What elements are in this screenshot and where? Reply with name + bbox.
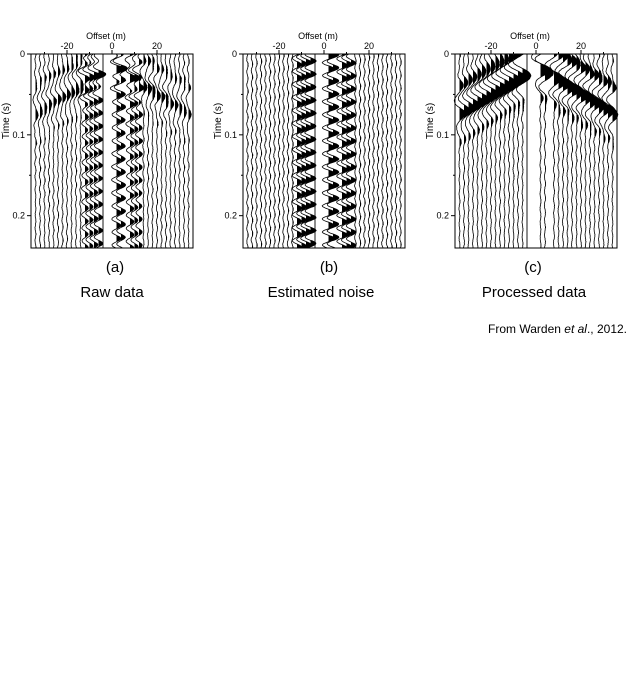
y-axis-label: Time (s)	[425, 102, 436, 140]
trace-offset-24	[377, 54, 379, 248]
y-tick-label: 0.2	[12, 210, 25, 221]
trace-offset--30	[256, 54, 258, 248]
trace-offset--24	[55, 54, 61, 248]
x-axis-title: Offset (m)	[510, 31, 550, 41]
trace-offset--20	[64, 54, 71, 248]
trace-line	[55, 54, 61, 248]
panel-label-a: (a)	[105, 259, 125, 276]
trace-offset-32	[181, 54, 186, 248]
y-tick-label: 0	[231, 49, 237, 59]
x-axis-title: Offset (m)	[298, 31, 338, 41]
credit-italic: et al	[564, 322, 587, 336]
caption-raw-data: Raw data	[80, 284, 144, 301]
trace-line	[46, 54, 52, 248]
trace-line	[535, 54, 553, 248]
trace-line	[50, 54, 56, 248]
x-tick-label: -20	[484, 41, 498, 51]
trace-offset-28	[386, 54, 388, 248]
panel-raw-data	[0, 0, 200, 310]
trace-offset--22	[60, 54, 66, 248]
trace-offset--30	[42, 54, 47, 248]
trace-line	[68, 54, 75, 248]
credit-prefix: From Warden	[488, 322, 565, 336]
trace-offset-34	[186, 54, 191, 248]
x-tick-label: 0	[533, 41, 539, 51]
trace-offset--20	[278, 54, 280, 248]
trace-fill	[586, 54, 593, 248]
x-tick-label: 20	[363, 41, 375, 51]
trace-offset--16	[72, 54, 79, 248]
trace-fill	[590, 54, 596, 248]
trace-fill	[171, 54, 174, 248]
y-tick-label: 0.1	[224, 129, 237, 140]
x-axis-title: Offset (m)	[86, 31, 126, 41]
trace-fill	[162, 54, 166, 248]
x-tick-label: 20	[151, 41, 163, 51]
trace-offset--32	[251, 54, 253, 248]
trace-offset--34	[33, 54, 38, 248]
source-credit	[488, 322, 627, 336]
trace-offset-30	[177, 54, 182, 248]
trace-offset--16	[287, 54, 289, 248]
x-tick-label: 0	[109, 41, 115, 51]
trace-offset--22	[274, 54, 276, 248]
panel-label-b: (b)	[319, 259, 339, 276]
trace-offset--24	[269, 54, 271, 248]
caption-estimated-noise: Estimated noise	[267, 284, 375, 301]
trace-line	[181, 54, 186, 248]
trace-line	[168, 54, 174, 248]
trace-offset-22	[373, 54, 375, 248]
seismogram-estimated-noise	[212, 0, 412, 260]
y-tick-label: 0.1	[12, 129, 25, 140]
seismogram-raw-data	[0, 0, 200, 260]
credit-suffix: ., 2012.	[586, 322, 627, 336]
y-tick-label: 0	[443, 49, 449, 59]
trace-offset-26	[168, 54, 174, 248]
y-tick-label: 0	[19, 49, 25, 59]
trace-offset--26	[265, 54, 267, 248]
x-tick-label: -20	[272, 41, 286, 51]
trace-offset-18	[149, 54, 156, 248]
trace-fill	[478, 54, 485, 248]
trace-offset--34	[247, 54, 249, 248]
panel-processed-data	[424, 0, 624, 310]
trace-offset-32	[395, 54, 397, 248]
trace-offset--26	[50, 54, 56, 248]
trace-offset-18	[364, 54, 366, 248]
seismogram-processed-data	[424, 0, 624, 260]
trace-fill	[166, 54, 168, 248]
plot-frame	[243, 54, 405, 248]
trace-offset-34	[400, 54, 402, 248]
trace-line	[37, 54, 42, 248]
caption-processed-data: Processed data	[481, 284, 587, 301]
panel-label-c: (c)	[524, 259, 542, 276]
y-tick-label: 0.2	[224, 210, 237, 221]
trace-line	[42, 54, 47, 248]
y-tick-label: 0.2	[436, 210, 449, 221]
trace-fill	[72, 54, 75, 248]
trace-offset--28	[260, 54, 262, 248]
trace-line	[60, 54, 66, 248]
trace-line	[163, 54, 169, 248]
trace-offset--18	[283, 54, 285, 248]
trace-line	[149, 54, 156, 248]
trace-offset-28	[172, 54, 178, 248]
panel-estimated-noise	[212, 0, 412, 310]
trace-offset--28	[46, 54, 52, 248]
trace-offset--18	[68, 54, 75, 248]
trace-fill	[545, 54, 553, 248]
trace-line	[64, 54, 71, 248]
trace-line	[177, 54, 182, 248]
x-tick-label: 0	[321, 41, 327, 51]
trace-offset-20	[368, 54, 370, 248]
y-tick-label: 0.1	[436, 129, 449, 140]
trace-line	[172, 54, 178, 248]
trace-offset--32	[37, 54, 42, 248]
trace-offset-26	[382, 54, 384, 248]
y-axis-label: Time (s)	[1, 102, 12, 140]
x-tick-label: -20	[60, 41, 74, 51]
trace-offset-16	[359, 54, 361, 248]
trace-offset-24	[163, 54, 169, 248]
trace-offset-4	[535, 54, 553, 248]
x-tick-label: 20	[575, 41, 587, 51]
trace-line	[72, 54, 79, 248]
y-axis-label: Time (s)	[213, 102, 224, 140]
trace-offset-30	[391, 54, 393, 248]
